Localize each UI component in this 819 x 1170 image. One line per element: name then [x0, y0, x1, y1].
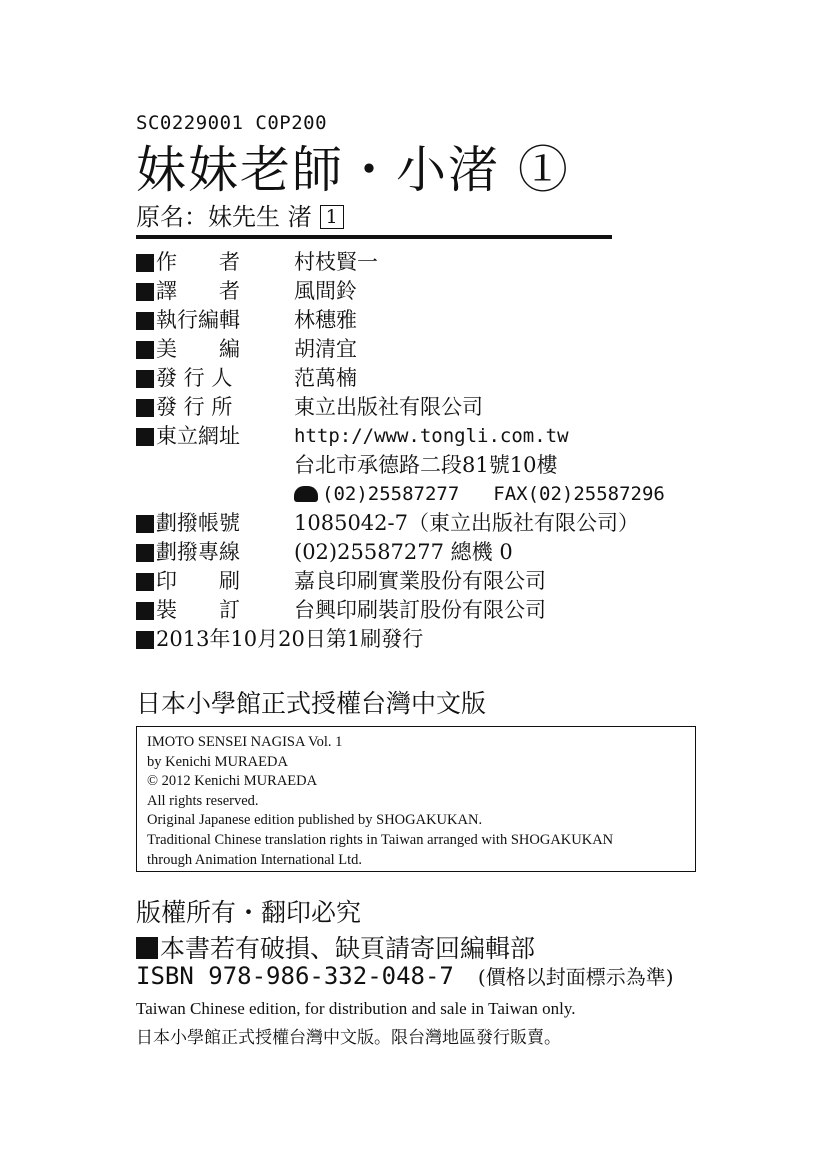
- credit-value: 1085042-7（東立出版社有限公司）: [294, 511, 639, 535]
- bullet-square-icon: [136, 573, 154, 591]
- credit-label: 裝 訂: [156, 598, 240, 622]
- credit-label: 譯 者: [156, 279, 240, 303]
- credit-value: 台興印刷裝訂股份有限公司: [294, 598, 546, 622]
- credit-value: (02)25587277 總機 0: [294, 540, 513, 564]
- credit-label: 作 者: [156, 250, 240, 274]
- credit-label: 劃撥專線: [156, 540, 240, 564]
- damage-return-notice: [136, 929, 535, 965]
- notice-line: Original Japanese edition published by SHOGAKUKAN.: [147, 812, 483, 829]
- notice-line: IMOTO SENSEI NAGISA Vol. 1: [147, 734, 343, 750]
- bullet-square-icon: [136, 544, 154, 562]
- credit-label: 發 行 人: [156, 366, 233, 390]
- damage-text: 本書若有破損、缺頁請寄回編輯部: [160, 934, 536, 963]
- price-note: (價格以封面標示為準): [477, 965, 674, 989]
- bullet-square-icon: [136, 631, 154, 649]
- credit-label: 美 編: [156, 337, 240, 361]
- credit-value: 胡清宜: [294, 337, 357, 361]
- bullet-square-icon: [136, 254, 154, 272]
- credit-value: 風間鈴: [294, 279, 357, 303]
- bullet-square-icon: [136, 283, 154, 301]
- rights-reserved-text: 版權所有・翻印必究: [136, 898, 362, 927]
- bullet-square-icon: [136, 312, 154, 330]
- credit-value: 范萬楠: [294, 366, 357, 390]
- bullet-square-icon: [136, 602, 154, 620]
- original-title: [136, 202, 344, 232]
- authorization-heading: 日本小學館正式授權台灣中文版: [136, 689, 487, 718]
- isbn-number: ISBN 978-986-332-048-7: [136, 962, 454, 990]
- address-text: 台北市承德路二段81號10樓: [294, 453, 558, 477]
- credit-label: 執行編輯: [156, 308, 240, 332]
- product-code: SC0229001 C0P200: [136, 112, 328, 134]
- credit-label: 印 刷: [156, 569, 240, 593]
- copyright-notice-box: [136, 726, 696, 872]
- notice-line: through Animation International Ltd.: [147, 851, 363, 868]
- notice-line: © 2012 Kenichi MURAEDA: [147, 773, 318, 790]
- distribution-english: Taiwan Chinese edition, for distribution and sale in Taiwan only.: [136, 999, 576, 1018]
- credit-value: 林穗雅: [294, 308, 357, 332]
- bullet-square-icon: [136, 341, 154, 359]
- distribution-chinese: 日本小學館正式授權台灣中文版。限台灣地區發行販賣。: [136, 1028, 561, 1048]
- bullet-square-icon: [136, 937, 158, 959]
- credit-label: 發 行 所: [156, 395, 233, 419]
- credit-value: 村枝賢一: [294, 250, 378, 274]
- isbn-line: [136, 961, 674, 990]
- telephone-icon: [294, 486, 318, 502]
- edition-date: 2013年10月20日第1刷發行: [156, 627, 424, 651]
- notice-line: Traditional Chinese translation rights in Taiwan arranged with SHOGAKUKAN: [147, 831, 614, 848]
- title-rule: [136, 235, 612, 239]
- website-link: http://www.tongli.com.tw: [294, 425, 569, 447]
- phone-number: (02)25587277: [322, 483, 460, 505]
- credit-value: 嘉良印刷實業股份有限公司: [294, 569, 546, 593]
- notice-line: All rights reserved.: [147, 792, 259, 809]
- notice-line: by Kenichi MURAEDA: [147, 753, 288, 770]
- bullet-square-icon: [136, 370, 154, 388]
- credit-value: 東立出版社有限公司: [294, 395, 483, 419]
- book-title: 妹妹老師・小渚 ①: [136, 141, 570, 199]
- original-title-text: 原名：妹先生 渚: [136, 203, 312, 231]
- bullet-square-icon: [136, 428, 154, 446]
- credit-label: 劃撥帳號: [156, 511, 240, 535]
- bullet-square-icon: [136, 399, 154, 417]
- volume-box: 1: [320, 205, 344, 229]
- bullet-square-icon: [136, 515, 154, 533]
- fax-number: FAX(02)25587296: [493, 483, 665, 505]
- credit-label: 東立網址: [156, 424, 240, 448]
